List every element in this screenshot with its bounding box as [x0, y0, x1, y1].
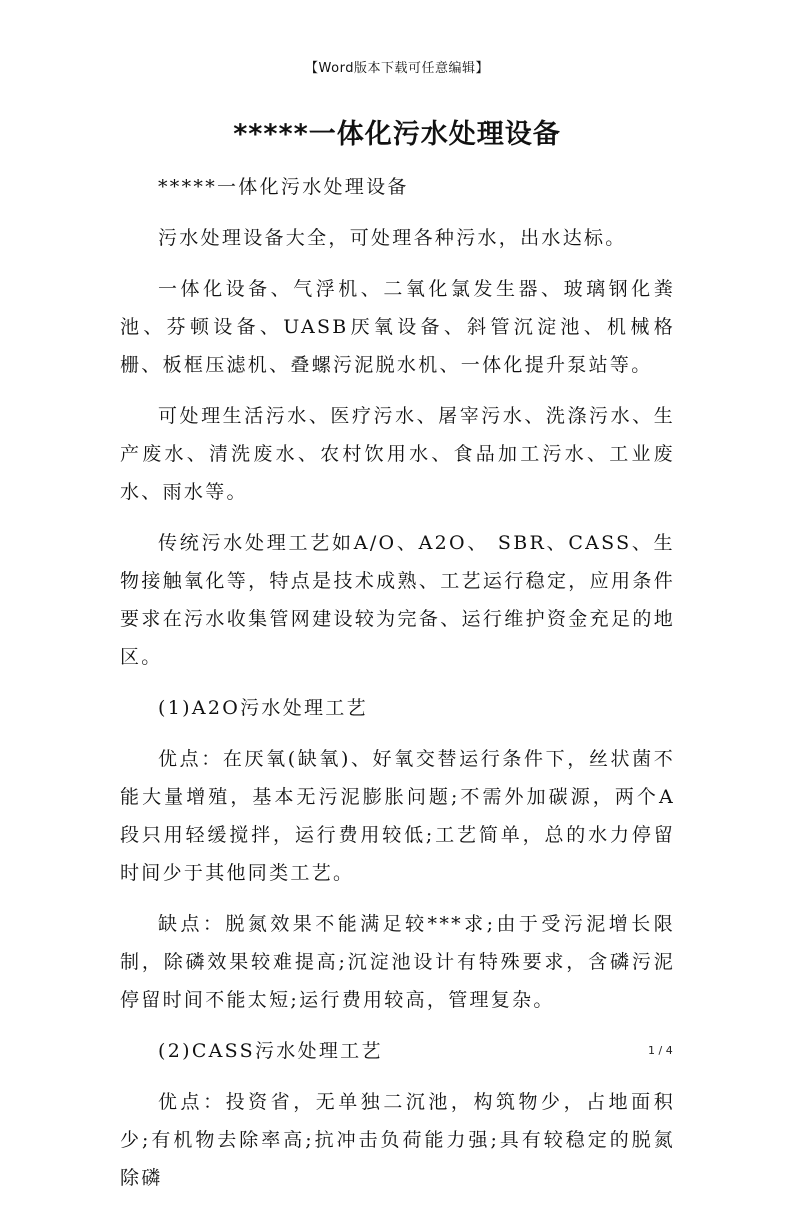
paragraph: 传统污水处理工艺如A/O、A2O、 SBR、CASS、生物接触氧化等，特点是技术成熟、工艺运行稳定，应用条件要求在污水收集管网建设较为完备、运行维护资金充足的地区。: [120, 532, 675, 668]
paragraph: 缺点：脱氮效果不能满足较***求;由于受污泥增长限制，除磷效果较难提高;沉淀池设计有特殊要求，含磷污泥停留时间不能太短;运行费用较高，管理复杂。: [120, 913, 675, 1011]
document-body: [120, 168, 675, 1210]
page-title: *****一体化污水处理设备: [233, 119, 561, 150]
paragraph: 可处理生活污水、医疗污水、屠宰污水、洗涤污水、生产废水、清洗废水、农村饮用水、食品加工污水、工业废水、雨水等。: [120, 405, 675, 503]
paragraph: 一体化设备、气浮机、二氧化氯发生器、玻璃钢化粪池、芬顿设备、UASB厌氧设备、斜管沉淀池、机械格栅、板框压滤机、叠螺污泥脱水机、一体化提升泵站等。: [120, 278, 675, 376]
section-heading: (2)CASS污水处理工艺: [158, 1040, 383, 1062]
paragraph: 优点：投资省，无单独二沉池，构筑物少，占地面积少;有机物去除率高;抗冲击负荷能力强;具有较稳定的脱氮除磷: [120, 1091, 675, 1189]
paragraph: 污水处理设备大全，可处理各种污水，出水达标。: [158, 227, 627, 249]
section-heading: (1)A2O污水处理工艺: [158, 697, 368, 719]
header-note: 【Word版本下载可任意编辑】: [305, 61, 489, 76]
paragraph: 优点：在厌氧(缺氧)、好氧交替运行条件下，丝状菌不能大量增殖，基本无污泥膨胀问题;不需外加碳源，两个A段只用轻缓搅拌，运行费用较低;工艺简单，总的水力停留时间少于其他同类工艺。: [120, 748, 675, 884]
paragraph: *****一体化污水处理设备: [158, 176, 409, 198]
page-number: 1 / 4: [648, 1044, 673, 1057]
